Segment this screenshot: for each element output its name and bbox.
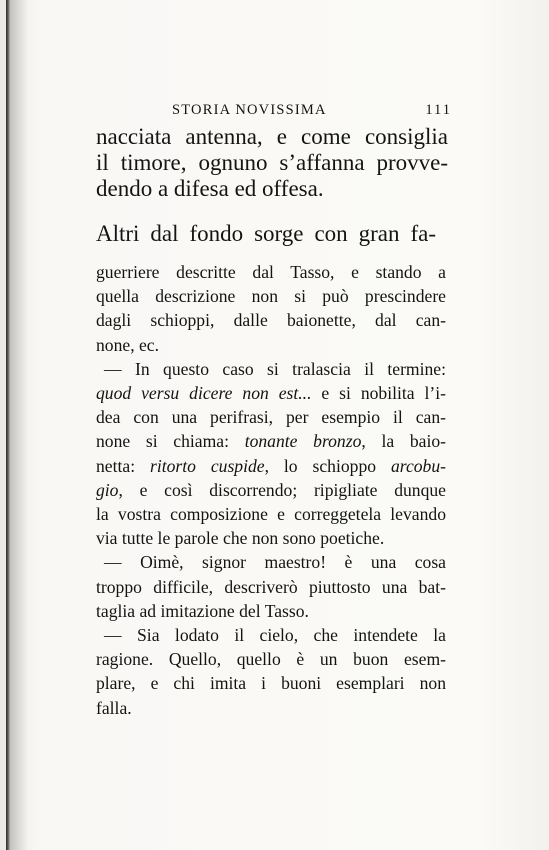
text-span: , lo schioppo	[264, 455, 391, 476]
paragraph	[96, 623, 446, 720]
italic-span: ritorto cuspide	[150, 455, 265, 476]
text-line: quella descrizione non si può prescindere	[96, 286, 446, 307]
page-gutter-shadow	[10, 0, 28, 850]
text-span: e si nobilita l’i-	[311, 383, 446, 404]
text-line: dea con una perifrasi, per esempio il can-	[96, 407, 446, 428]
running-head-title: STORIA NOVISSIMA	[172, 102, 327, 118]
large-text-fragment	[96, 221, 436, 247]
text-line: la vostra composizione e correggetela levando	[96, 504, 446, 525]
text-span: — Oimè, signor maestro! è una cosa	[104, 552, 446, 573]
text-line	[96, 550, 446, 574]
text-line	[96, 454, 446, 478]
italic-span: gio	[96, 479, 119, 500]
text-line	[96, 478, 446, 502]
text-line: plare, e chi imita i buoni esemplari non	[96, 673, 446, 694]
text-span: none si chiama:	[96, 431, 245, 452]
text-line: falla.	[96, 697, 132, 718]
running-head	[96, 102, 458, 124]
paragraph	[96, 550, 446, 623]
text-line: none, ec.	[96, 334, 160, 355]
italic-span: quod versu dicere non est...	[96, 383, 312, 404]
text-line: via tutte le parole che non sono poetiche.	[96, 528, 385, 549]
text-span: , e così discorrendo; ripigliate dunque	[118, 479, 446, 500]
text-line	[96, 623, 446, 647]
text-line	[96, 381, 446, 405]
text-line	[96, 429, 446, 453]
large-text-block	[96, 124, 448, 202]
text-line: ragione. Quello, quello è un buon esem-	[96, 649, 446, 670]
text-span: — In questo caso si tralascia il termine:	[104, 358, 446, 379]
text-line: taglia ad imitazione del Tasso.	[96, 600, 309, 621]
text-line: dagli schioppi, dalle baionette, dal can-	[96, 310, 446, 331]
body-text	[96, 260, 446, 720]
text-line: Altri dal fondo sorge con gran fa-	[96, 221, 436, 246]
paragraph	[96, 357, 446, 551]
italic-span: tonante bronzo	[244, 431, 362, 452]
text-line: il timore, ognuno s’affanna provve-	[96, 150, 448, 175]
page-number: 111	[425, 102, 452, 118]
text-line: guerriere descritte dal Tasso, e stando a	[96, 262, 446, 282]
text-line: troppo difficile, descriverò piuttosto una bat-	[96, 576, 446, 597]
text-span: , la baio-	[361, 431, 446, 452]
text-line: dendo a difesa ed offesa.	[96, 176, 324, 201]
text-line	[96, 357, 446, 381]
paragraph	[96, 260, 446, 357]
text-span: — Sia lodato il cielo, che intendete la	[104, 625, 446, 646]
text-span: netta:	[96, 455, 150, 476]
text-line: nacciata antenna, e come consiglia	[96, 124, 448, 149]
italic-span: arcobu-	[390, 455, 447, 476]
